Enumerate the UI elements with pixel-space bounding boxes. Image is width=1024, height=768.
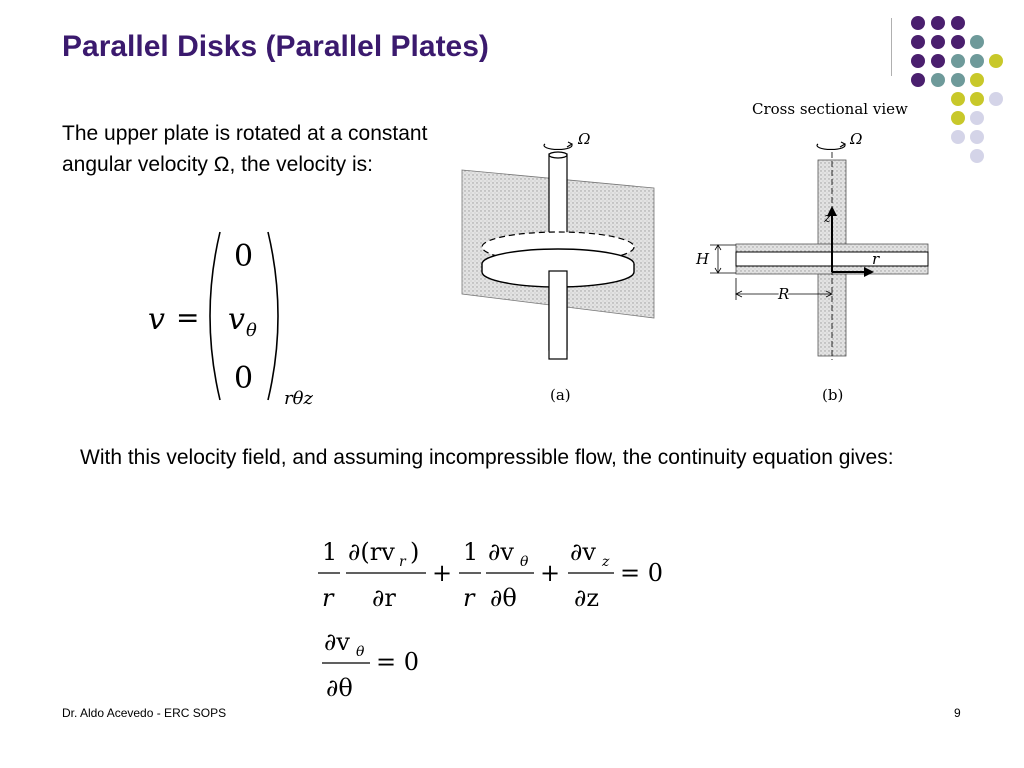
velocity-z-component: 0: [234, 361, 254, 396]
result-denominator: ∂θ: [326, 674, 353, 702]
term2-denominator: ∂θ: [490, 584, 517, 612]
term1-numerator: ∂(rv: [348, 538, 395, 566]
velocity-lhs: v: [148, 302, 165, 337]
continuity-equation: [312, 530, 682, 620]
dot-row-8: [970, 149, 984, 163]
view-b-cross-section: [695, 100, 928, 404]
page-number: 9: [954, 706, 961, 720]
term3-numerator-sub: z: [602, 554, 610, 570]
dot-row-2: [911, 35, 984, 49]
left-bracket: [210, 232, 220, 400]
dot-row-7: [951, 130, 984, 144]
term1-one: 1: [322, 538, 338, 566]
velocity-equation: [140, 226, 330, 411]
result-equals-zero: = 0: [376, 648, 420, 676]
term1-r: r: [322, 584, 334, 612]
caption-b: (b): [822, 386, 844, 404]
divider-line: [891, 18, 892, 76]
dot-row-3: [911, 54, 1003, 68]
view-a-3d-disks: [462, 130, 654, 404]
term1-denominator: ∂r: [372, 584, 396, 612]
term3-denominator: ∂z: [574, 584, 600, 612]
dot-row-5: [951, 92, 1003, 106]
dot-row-1: [911, 16, 965, 30]
term2-numerator: ∂v: [488, 538, 514, 566]
result-numerator: ∂v: [324, 628, 350, 656]
term1-numerator-sub: r: [399, 554, 406, 570]
velocity-theta-component: v: [228, 302, 245, 337]
velocity-r-component: 0: [234, 239, 254, 274]
equals-zero: = 0: [620, 559, 664, 587]
result-numerator-sub: θ: [356, 644, 365, 660]
slide-title: Parallel Disks (Parallel Plates): [62, 30, 489, 63]
omega-label-b: Ω: [850, 130, 863, 148]
term2-one: 1: [463, 538, 479, 566]
velocity-equals: =: [176, 301, 200, 334]
z-axis-label: z: [824, 211, 831, 226]
cross-section-title: Cross sectional view: [752, 100, 908, 118]
term2-r: r: [463, 584, 475, 612]
term1-numerator-close: ): [410, 538, 420, 566]
theta-derivative-result: [318, 622, 448, 702]
plus-2: +: [540, 559, 561, 587]
velocity-theta-subscript: θ: [246, 320, 257, 341]
h-label: H: [696, 250, 710, 268]
continuity-paragraph: With this velocity field, and assuming incompressible flow, the continuity equation gives:: [80, 446, 894, 469]
omega-label-a: Ω: [578, 130, 591, 148]
plus-1: +: [432, 559, 453, 587]
velocity-basis: rθz: [284, 388, 313, 409]
term3-numerator: ∂v: [570, 538, 596, 566]
term2-numerator-sub: θ: [520, 554, 529, 570]
intro-paragraph: The upper plate is rotated at a constant angular velocity Ω, the velocity is:: [62, 122, 428, 176]
r-axis-label: r: [872, 250, 880, 268]
caption-a: (a): [550, 386, 571, 404]
parallel-disk-figure: [440, 82, 940, 420]
r-dimension-label: R: [778, 285, 790, 303]
footer-author: Dr. Aldo Acevedo - ERC SOPS: [62, 706, 227, 720]
dot-row-6: [951, 111, 984, 125]
right-bracket: [268, 232, 278, 400]
